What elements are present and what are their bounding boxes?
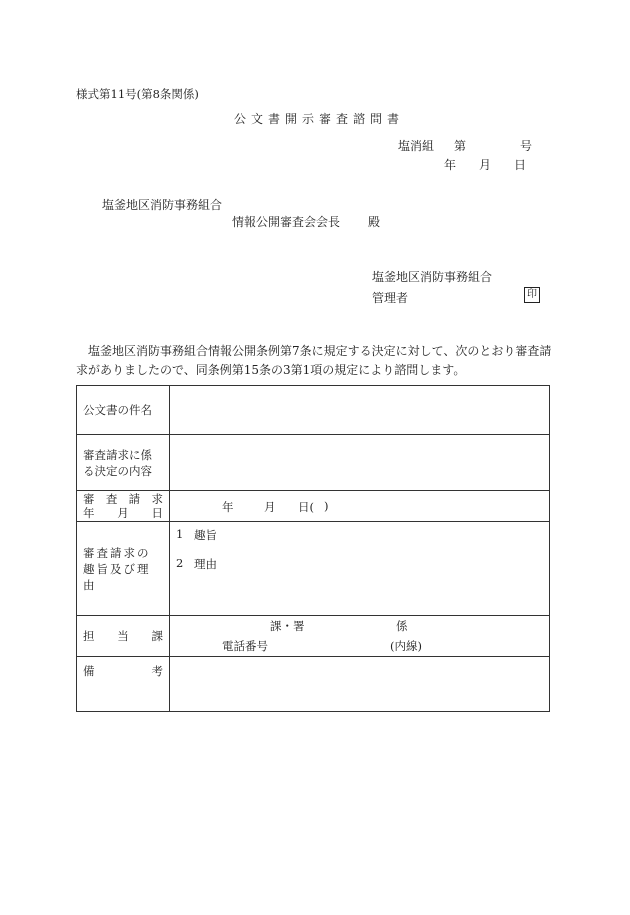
doc-dai: 第 <box>454 139 467 153</box>
label-char: 当 <box>117 629 129 643</box>
inquiry-table <box>76 385 550 712</box>
doc-prefix: 塩消組 <box>398 139 435 153</box>
row-label-department <box>77 616 170 657</box>
request-month: 月 <box>264 500 276 514</box>
department-content <box>170 616 549 656</box>
label-char: 年 <box>83 506 95 520</box>
sender-title: 管理者 <box>372 291 409 305</box>
table-row <box>77 616 550 657</box>
sender-org: 塩釜地区消防事務組合 <box>372 270 493 284</box>
date-day: 日 <box>514 158 527 172</box>
recipient-honorific: 殿 <box>368 215 381 229</box>
date-month: 月 <box>479 158 492 172</box>
label-char: 審 <box>83 492 95 506</box>
ka-sho-label: 課・署 <box>270 619 305 633</box>
item2-reason: 理由 <box>194 557 217 571</box>
body-text: 塩釜地区消防事務組合情報公開条例第7条に規定する決定に対して、次のとおり審査請求がありましたので、同条例第15条の3第1項の規定により諮問します。 <box>76 344 552 377</box>
table-row <box>77 435 550 491</box>
subject-field[interactable] <box>170 386 550 435</box>
item1-purpose: 趣旨 <box>194 528 217 542</box>
phone-label: 電話番号 <box>222 639 268 653</box>
row-label-remarks <box>77 657 170 712</box>
request-day: 日( <box>298 500 314 514</box>
department-field[interactable] <box>170 616 550 657</box>
item1-number: 1 <box>176 527 184 541</box>
row-label-request-date <box>77 491 170 522</box>
label-top-line <box>83 492 163 506</box>
purpose-reason-content <box>170 522 549 615</box>
row-label-decision: 審査請求に係る決定の内容 <box>77 435 170 491</box>
recipient-org: 塩釜地区消防事務組合 <box>102 198 223 212</box>
label-char: 課 <box>151 629 163 643</box>
document-title: 公文書開示審査諮問書 <box>233 112 404 126</box>
table-row <box>77 386 550 435</box>
purpose-reason-field[interactable] <box>170 522 550 616</box>
request-weekday-close: ) <box>324 499 329 513</box>
row-label-purpose-reason: 審査請求の趣旨及び理由 <box>77 522 170 616</box>
kakari-label: 係 <box>396 619 408 633</box>
row-label-subject: 公文書の件名 <box>77 386 170 435</box>
recipient-position-line <box>232 213 380 230</box>
label-line <box>83 663 163 679</box>
date-year: 年 <box>444 158 457 172</box>
label-char: 担 <box>83 629 95 643</box>
form-number: 様式第11号(第8条関係) <box>76 87 199 101</box>
decision-field[interactable] <box>170 435 550 491</box>
table-row <box>77 657 550 712</box>
extension-label: (内線) <box>390 639 422 653</box>
remarks-field[interactable] <box>170 657 550 712</box>
label-char: 査 <box>105 492 118 506</box>
request-date-content <box>170 491 549 521</box>
table-row <box>77 491 550 522</box>
label-char: 月 <box>117 506 129 520</box>
label-char: 考 <box>151 664 163 678</box>
label-char: 求 <box>151 492 163 506</box>
document-date <box>444 156 526 173</box>
doc-go: 号 <box>520 139 533 153</box>
recipient-position: 情報公開審査会会長 <box>232 215 341 229</box>
table-row <box>77 522 550 616</box>
label-char: 請 <box>128 492 141 506</box>
document-number <box>398 137 532 154</box>
request-date-field[interactable] <box>170 491 550 522</box>
request-year: 年 <box>222 500 234 514</box>
label-line <box>83 628 163 644</box>
label-char: 日 <box>151 506 163 520</box>
label-char: 備 <box>83 664 95 678</box>
item2-number: 2 <box>176 556 184 570</box>
seal-mark: 印 <box>524 287 540 303</box>
label-bottom-line <box>83 506 163 520</box>
